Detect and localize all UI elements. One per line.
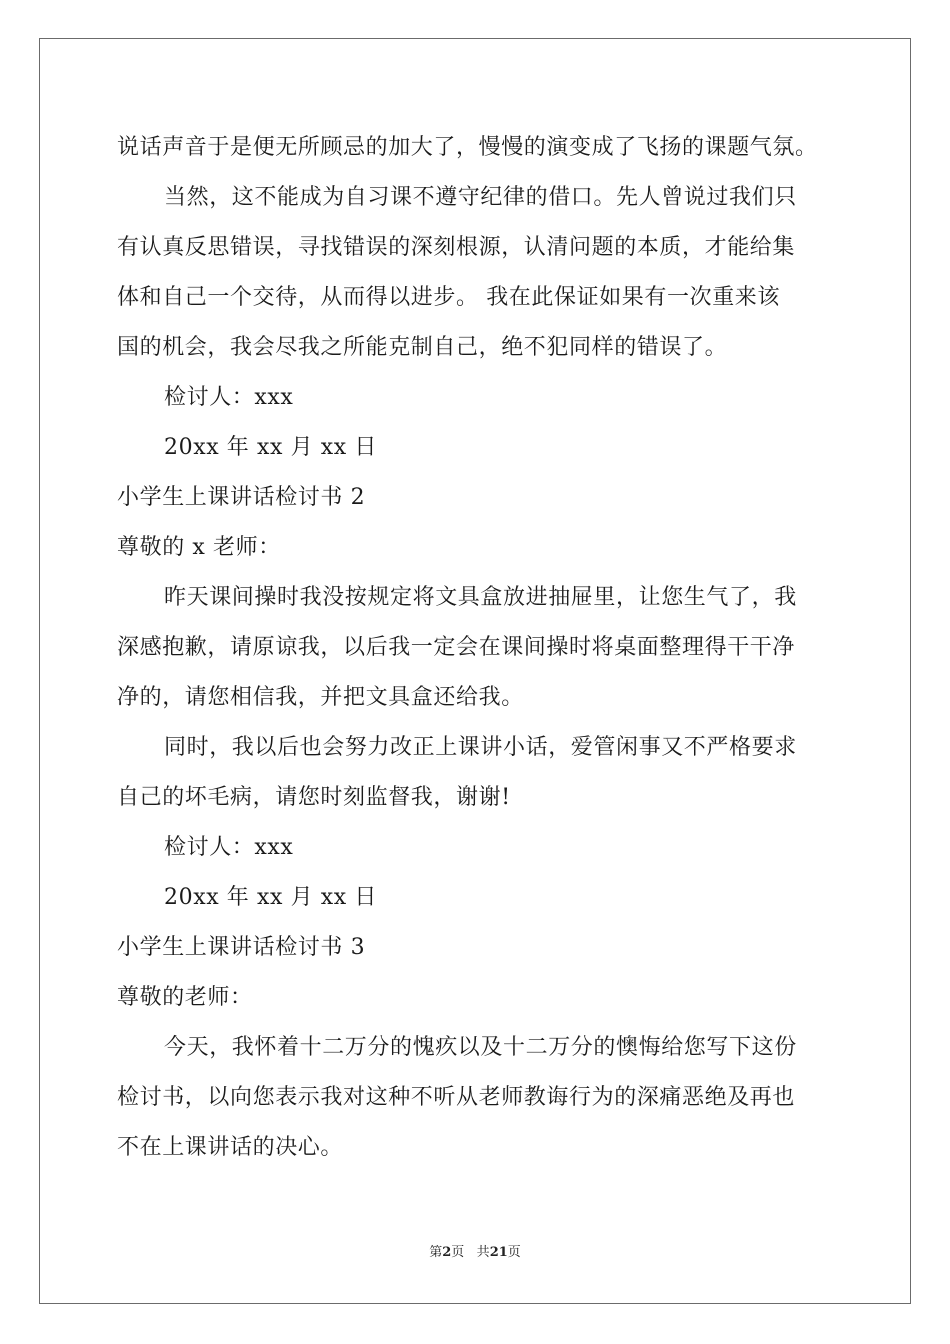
page-border (39, 38, 911, 1304)
paragraph-line: 不在上课讲话的决心。 (117, 1135, 344, 1160)
page-prefix: 第 (429, 1245, 443, 1260)
page-footer (0, 1244, 950, 1262)
paragraph-line: 体和自己一个交待，从而得以进步。 我在此保证如果有一次重来该 (117, 285, 780, 310)
paragraph-line: 今天，我怀着十二万分的愧疚以及十二万分的懊悔给您写下这份 (164, 1035, 797, 1060)
salutation: 尊敬的老师： (117, 985, 253, 1010)
paragraph-line: 自己的坏毛病，请您时刻监督我，谢谢! (117, 785, 511, 810)
paragraph-line: 说话声音于是便无所顾忌的加大了，慢慢的演变成了飞扬的课题气氛。 (117, 135, 818, 160)
paragraph-line: 当然，这不能成为自习课不遵守纪律的借口。先人曾说过我们只 (164, 185, 797, 210)
paragraph-line: 昨天课间操时我没按规定将文具盒放进抽屉里，让您生气了，我 (164, 585, 797, 610)
total-pages: 21 (489, 1245, 508, 1260)
total-suffix: 页 (507, 1245, 521, 1260)
section-title: 小学生上课讲话检讨书 2 (117, 485, 366, 510)
paragraph-line: 有认真反思错误，寻找错误的深刻根源，认清问题的本质，才能给集 (117, 235, 796, 260)
paragraph-line: 国的机会，我会尽我之所能克制自己，绝不犯同样的错误了。 (117, 335, 728, 360)
signature-line: 检讨人：xxx (164, 385, 294, 410)
page-suffix: 页 (451, 1245, 465, 1260)
paragraph-line: 净的，请您相信我，并把文具盒还给我。 (117, 685, 524, 710)
date-line: 20xx 年 xx 月 xx 日 (164, 885, 378, 910)
date-line: 20xx 年 xx 月 xx 日 (164, 435, 378, 460)
paragraph-line: 检讨书，以向您表示我对这种不听从老师教诲行为的深痛恶绝及再也 (117, 1085, 796, 1110)
page-number: 2 (442, 1245, 452, 1260)
total-prefix: 共 (476, 1245, 490, 1260)
salutation: 尊敬的 x 老师： (117, 535, 281, 560)
paragraph-line: 同时，我以后也会努力改正上课讲小话，爱管闲事又不严格要求 (164, 735, 797, 760)
section-title: 小学生上课讲话检讨书 3 (117, 935, 366, 960)
paragraph-line: 深感抱歉，请原谅我，以后我一定会在课间操时将桌面整理得干干净 (117, 635, 796, 660)
signature-line: 检讨人：xxx (164, 835, 294, 860)
